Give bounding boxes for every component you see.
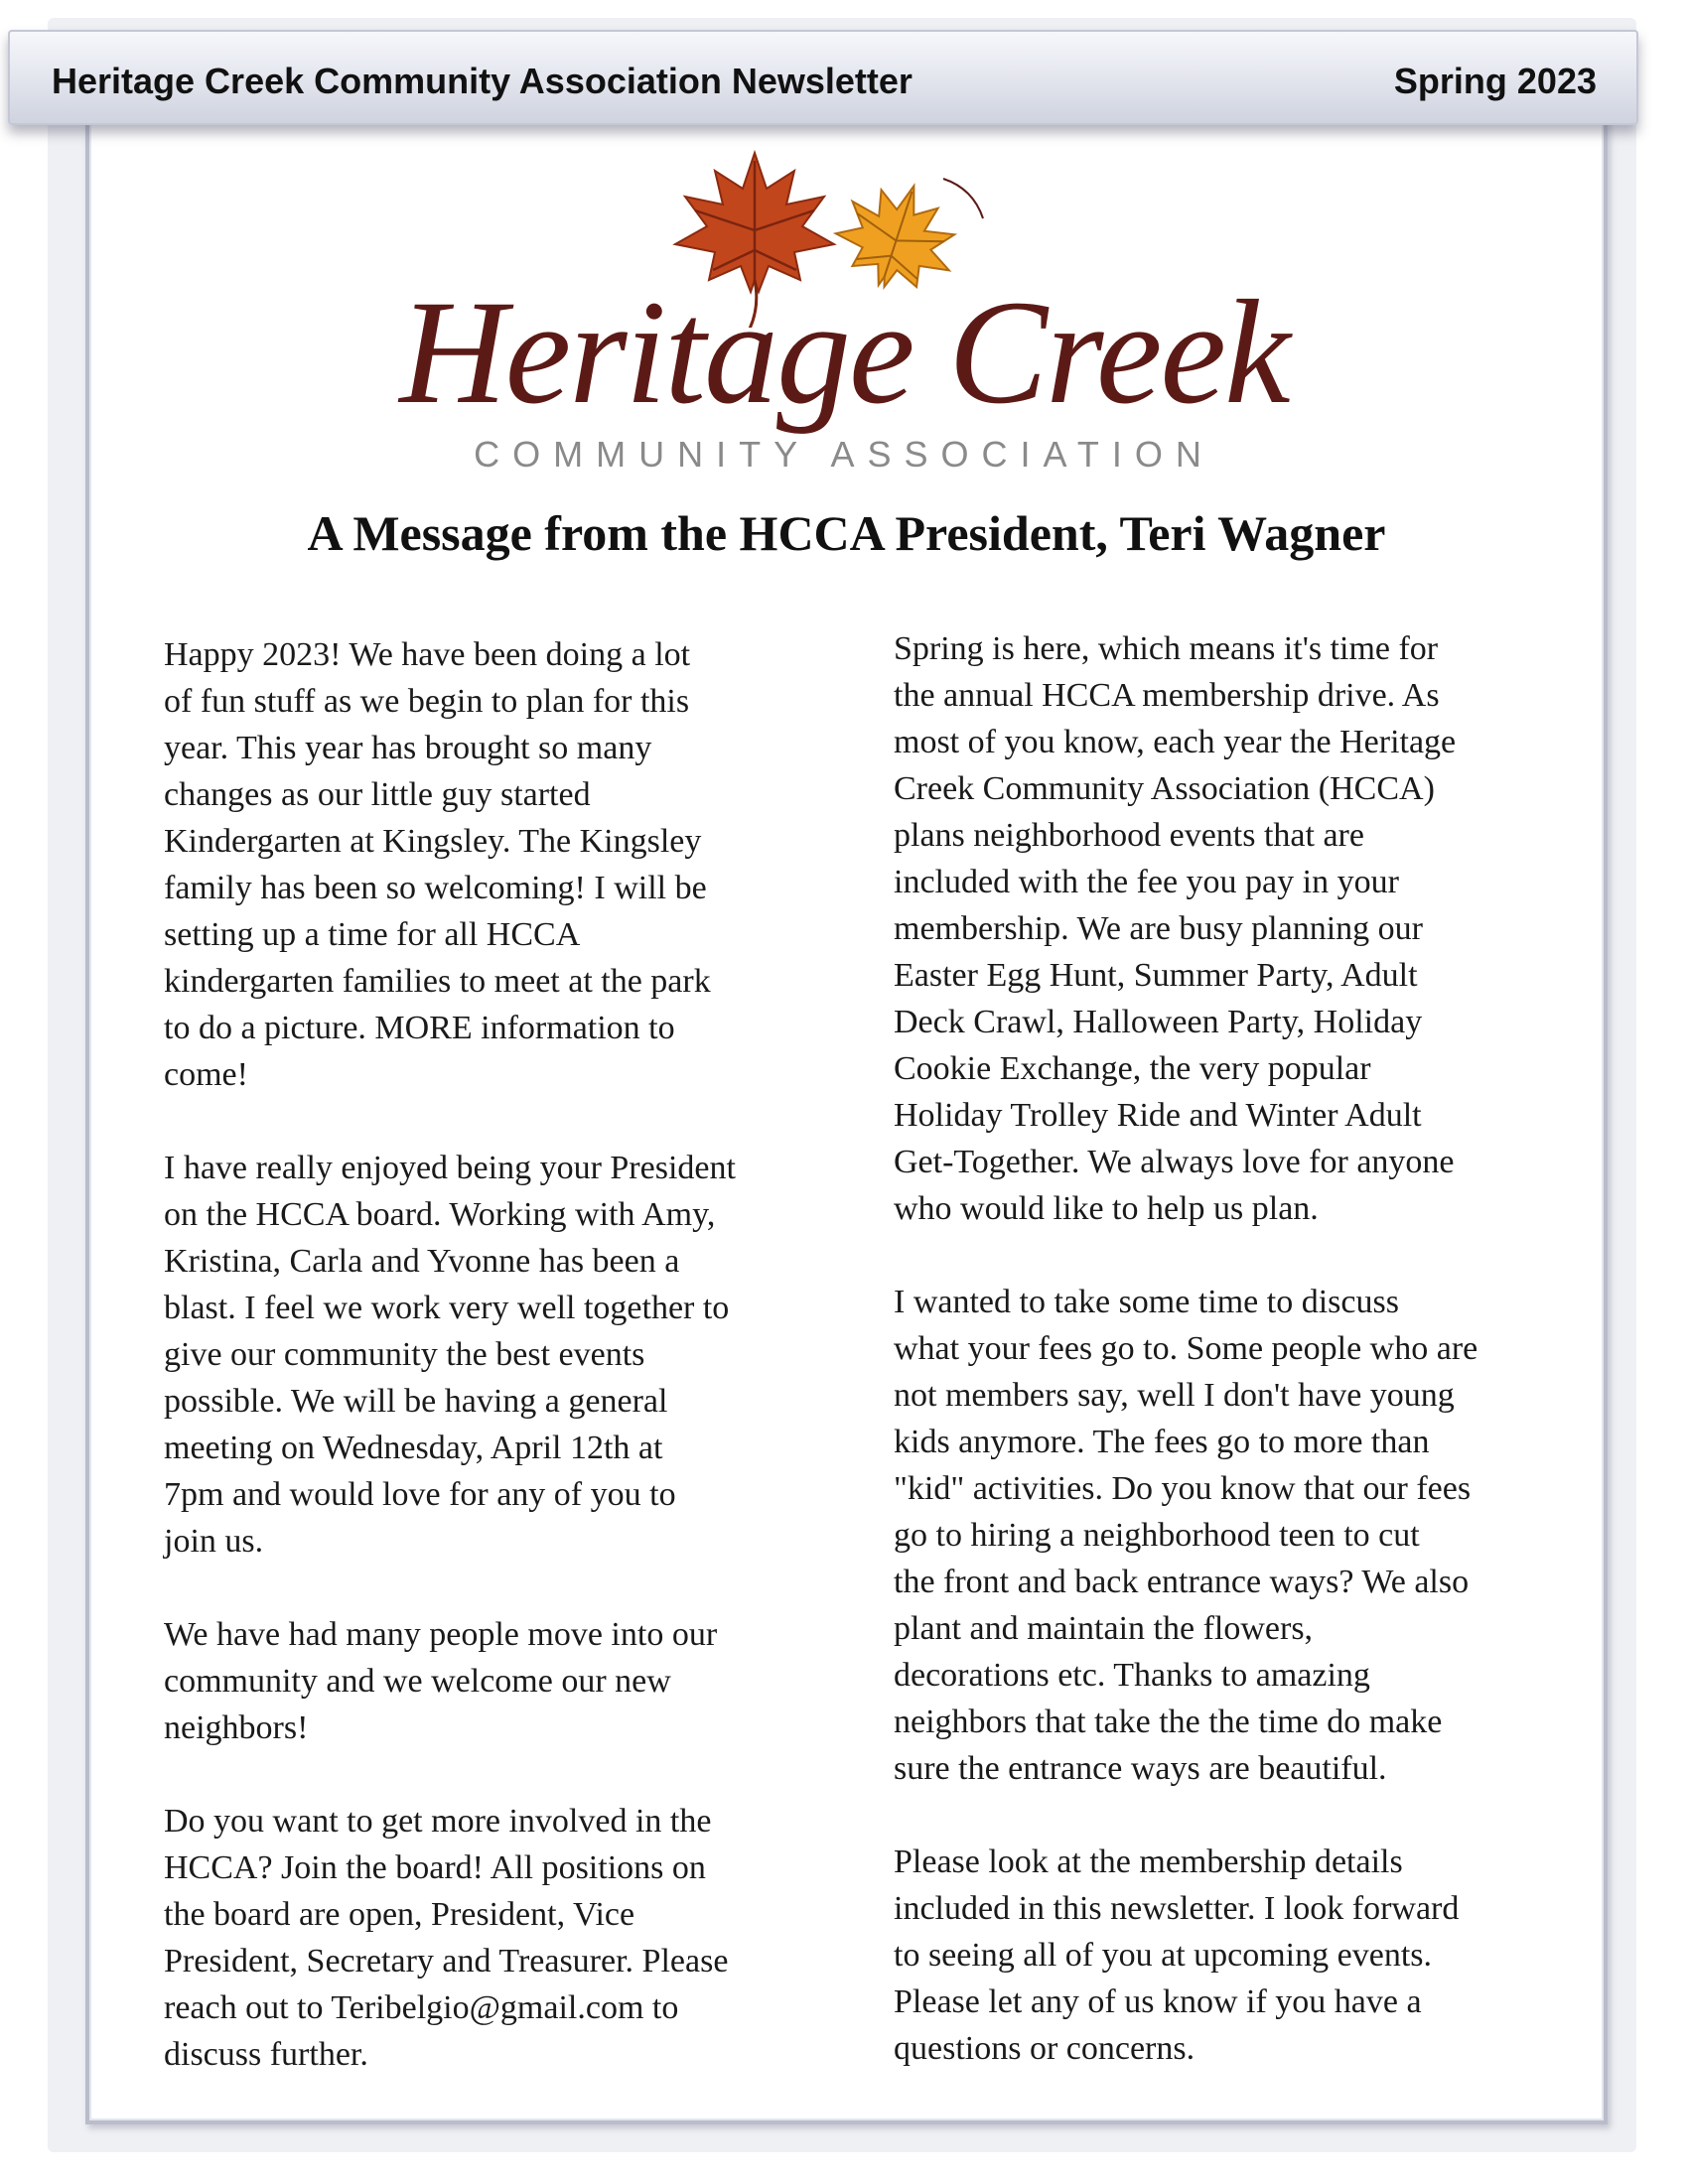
- paragraph: Please look at the membership details included in this newsletter. I look forward to seeing all of you at upcoming events. Please let any of us know if you have a questions or concerns.: [894, 1843, 1460, 2067]
- newsletter-banner: [8, 30, 1638, 125]
- article-headline: A Message from the HCCA President, Teri Wagner: [307, 505, 1386, 561]
- paragraph: I have really enjoyed being your President on the HCCA board. Working with Amy, Kristina, Carla and Yvonne has been a blast. I feel we work very well together to give our community the best events possible. We will be having a general meeting on Wednesday, April 12th at 7pm and would love for any of you to join us.: [164, 1150, 736, 1560]
- logo-wordmark: Heritage Creek: [399, 270, 1289, 435]
- issue-date: Spring 2023: [1393, 61, 1597, 101]
- logo-subtitle: COMMUNITY ASSOCIATION: [474, 434, 1214, 475]
- paragraph: We have had many people move into our community and we welcome our new neighbors!: [164, 1616, 718, 1746]
- association-logo: [397, 149, 1291, 491]
- paragraph: Do you want to get more involved in the HCCA? Join the board! All positions on the board are open, President, Vice President, Secretary and Treasurer. Please reach out to Teribelgio@gmail.com to discuss further.: [164, 1803, 729, 2073]
- paragraph: I wanted to take some time to discuss what your fees go to. Some people who are not members say, well I don't have young kids anymore. The fees go to more than "kid" activities. Do you know that our fees go to hiring a neighborhood teen to cut the front and back entrance ways? We also plant and maintain the flowers, decorations etc. Thanks to amazing neighbors that take the the time do make sure the entrance ways are beautiful.: [894, 1284, 1478, 1787]
- paragraph: Spring is here, which means it's time for the annual HCCA membership drive. As most of you know, each year the Heritage Creek Community Association (HCCA) plans neighborhood events that are included with the fee you pay in your membership. We are busy planning our Easter Egg Hunt, Summer Party, Adult Deck Crawl, Halloween Party, Holiday Cookie Exchange, the very popular Holiday Trolley Ride and Winter Adult Get-Together. We always love for anyone who would like to help us plan.: [894, 630, 1457, 1227]
- newsletter-title: Heritage Creek Community Association Newsletter: [52, 61, 913, 101]
- left-column: [164, 631, 809, 2078]
- right-column: [894, 625, 1539, 2072]
- paragraph: Happy 2023! We have been doing a lot of fun stuff as we begin to plan for this year. This year has brought so many changes as our little guy started Kindergarten at Kingsley. The Kingsley family has been so welcoming! I will be setting up a time for all HCCA kindergarten families to meet at the park to do a picture. MORE information to come!: [164, 636, 711, 1093]
